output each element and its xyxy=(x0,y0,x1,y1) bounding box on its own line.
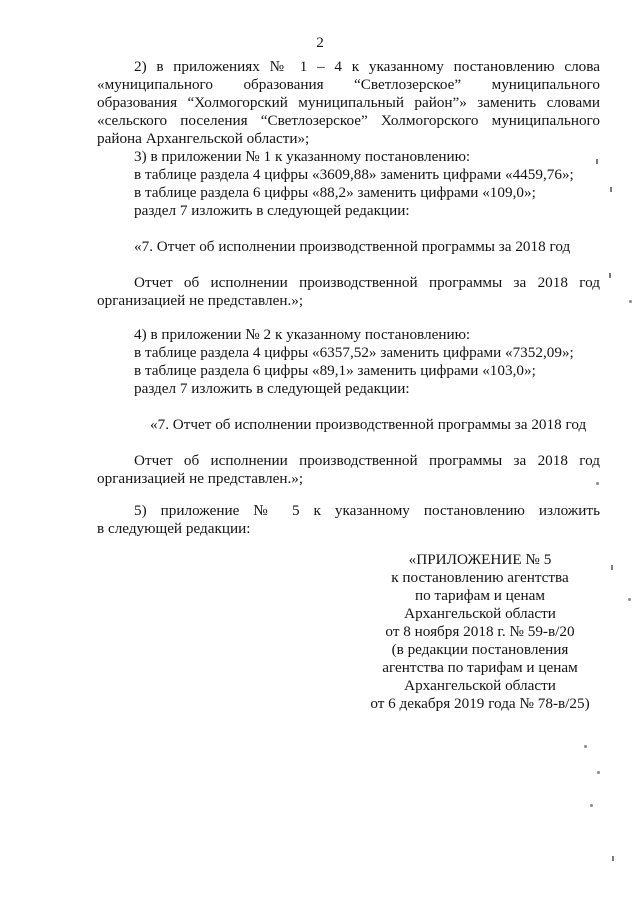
appendix-header-line-5: от 8 ноября 2018 г. № 59-в/20 xyxy=(385,623,575,640)
scan-mark xyxy=(612,856,614,861)
item4-report-line-1: Отчет об исполнении производственной программы за 2018 год xyxy=(134,452,600,469)
item3-section-title: «7. Отчет об исполнении производственной программы за 2018 год xyxy=(134,238,571,255)
scan-dot xyxy=(590,804,593,807)
item3-line-2: в таблице раздела 4 цифры «3609,88» заменить цифрами «4459,76»; xyxy=(134,166,574,183)
item4-section-title: «7. Отчет об исполнении производственной программы за 2018 год xyxy=(150,416,587,433)
item2-line-1: 2) в приложениях № 1 – 4 к указанному постановлению слова xyxy=(134,58,600,75)
item3-report-line-2: организацией не представлен.»; xyxy=(97,292,304,309)
item3-line-3: в таблице раздела 6 цифры «88,2» заменить цифрами «109,0»; xyxy=(134,184,536,201)
appendix-header-line-9: от 6 декабря 2019 года № 78-в/25) xyxy=(370,695,590,712)
appendix-header-line-7: агентства по тарифам и ценам xyxy=(382,659,578,676)
item2-line-5: района Архангельской области»; xyxy=(97,130,310,147)
appendix-header-line-3: по тарифам и ценам xyxy=(414,587,546,604)
appendix-header-line-8: Архангельской области xyxy=(404,677,556,694)
item4-line-2: в таблице раздела 4 цифры «6357,52» заменить цифрами «7352,09»; xyxy=(134,344,574,361)
scan-mark xyxy=(609,273,611,278)
scan-dot xyxy=(629,300,632,303)
item5-line-1: 5) приложение № 5 к указанному постановлению изложить xyxy=(134,502,600,519)
item4-report-line-2: организацией не представлен.»; xyxy=(97,470,304,487)
scan-dot xyxy=(597,771,600,774)
scan-mark xyxy=(610,187,612,192)
item3-line-1: 3) в приложении № 1 к указанному постановлению: xyxy=(134,148,471,165)
item4-line-3: в таблице раздела 6 цифры «89,1» заменить цифрами «103,0»; xyxy=(134,362,536,379)
item5-line-2: в следующей редакции: xyxy=(97,520,251,537)
item2-line-2: «муниципального образования “Светлозерское” муниципального xyxy=(97,76,600,93)
scan-mark xyxy=(596,159,598,164)
scan-dot xyxy=(596,482,599,485)
appendix-header-line-6: (в редакции постановления xyxy=(391,641,569,658)
item3-report-line-1: Отчет об исполнении производственной программы за 2018 год xyxy=(134,274,600,291)
appendix-header-line-2: к постановлению агентства xyxy=(391,569,569,586)
appendix-header-line-4: Архангельской области xyxy=(404,605,556,622)
item2-line-4: «сельского поселения “Светлозерское” Холмогорского муниципального xyxy=(97,112,600,129)
page-number: 2 xyxy=(316,34,324,51)
scan-dot xyxy=(584,745,587,748)
item3-line-4: раздел 7 изложить в следующей редакции: xyxy=(134,202,410,219)
scan-mark xyxy=(611,565,613,570)
item4-line-1: 4) в приложении № 2 к указанному постановлению: xyxy=(134,326,471,343)
item2-line-3: образования “Холмогорский муниципальный район”» заменить словами xyxy=(97,94,600,111)
scan-dot xyxy=(628,598,631,601)
item4-line-4: раздел 7 изложить в следующей редакции: xyxy=(134,380,410,397)
appendix-title: «ПРИЛОЖЕНИЕ № 5 xyxy=(408,551,552,568)
